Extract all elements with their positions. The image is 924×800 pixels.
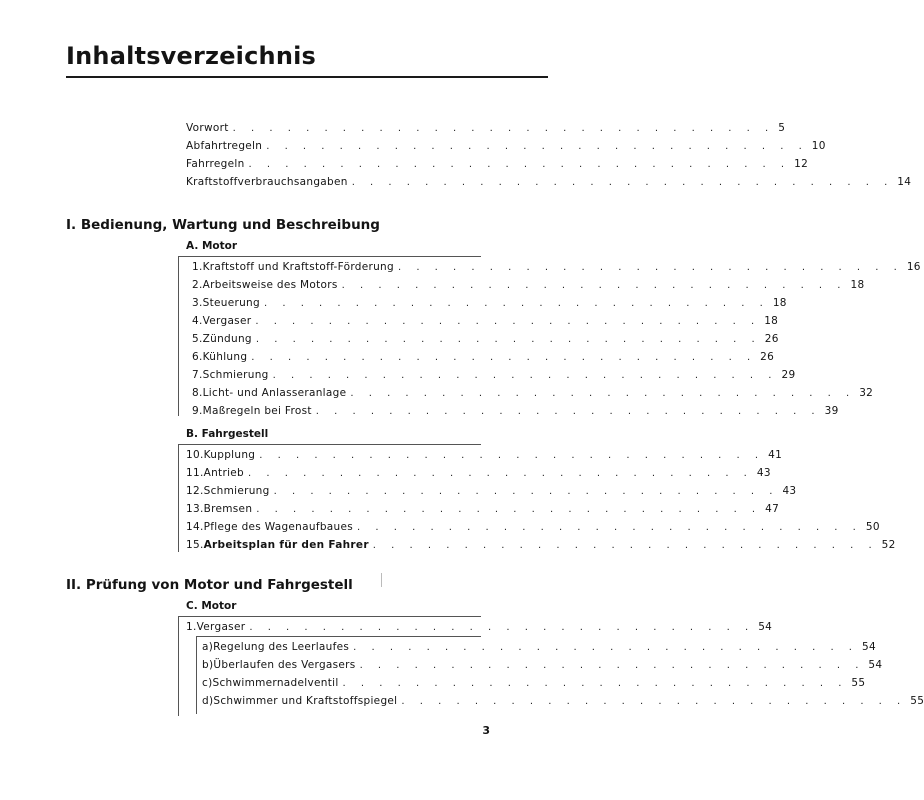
toc-entry-label: Schwimmernadelventil [212,677,339,689]
dot-leader: . . . . . . . . . . . . . . . . . . . . . . . . . . . . [401,696,907,707]
page-title: Inhaltsverzeichnis [66,42,317,70]
dot-leader: . . . . . . . . . . . . . . . . . . . . . . . . . . . . . . [232,123,775,134]
toc-entry-abfahrtregeln[interactable] [186,139,826,153]
toc-entry-page: 10 [811,140,826,152]
toc-entry-label: Vorwort [186,122,229,134]
toc-entry-page: 39 [824,405,839,417]
section-rule-vertical [178,616,179,716]
toc-entry-number: 7. [192,369,203,381]
dot-leader: . . . . . . . . . . . . . . . . . . . . . . . . . . . . [256,504,762,515]
toc-entry-label: Überlaufen des Vergasers [213,659,356,671]
toc-entry-number: 13. [186,503,204,515]
toc-entry-label: Kraftstoff und Kraftstoff-Förderung [202,261,394,273]
section-heading-2: II. Prüfung von Motor und Fahrgestell [66,577,353,593]
dot-leader: . . . . . . . . . . . . . . . . . . . . . . . . . . . . [255,316,761,327]
scan-mark [381,573,382,587]
toc-entry-motor-9[interactable] [192,404,839,418]
toc-entry-fahrgestell-13[interactable] [186,502,780,516]
toc-entry-label: Arbeitsweise des Motors [202,279,338,291]
toc-entry-number: b) [202,659,214,671]
dot-leader: . . . . . . . . . . . . . . . . . . . . . . . . . . . . [272,370,778,381]
dot-leader: . . . . . . . . . . . . . . . . . . . . . . . . . . . . [315,406,821,417]
toc-entry-motor-7[interactable] [192,368,796,382]
toc-subentry-a[interactable] [202,640,876,654]
subsection-heading-motor-a: A. Motor [186,240,238,252]
toc-entry-number: c) [202,677,213,689]
dot-leader: . . . . . . . . . . . . . . . . . . . . . . . . . . . . [353,642,858,653]
toc-entry-page: 14 [897,176,912,188]
section-rule-horizontal [178,444,481,445]
subsection-heading-motor-c: C. Motor [186,600,237,612]
toc-entry-number: 3. [192,297,203,309]
toc-entry-number: 11. [186,467,204,479]
dot-leader: . . . . . . . . . . . . . . . . . . . . . . . . . . . . [263,298,769,309]
toc-entry-page: 12 [794,158,809,170]
toc-entry-motor-3[interactable] [192,296,787,310]
toc-entry-page: 41 [768,449,783,461]
toc-entry-motor-2[interactable] [192,278,865,292]
toc-entry-fahrgestell-15[interactable] [186,538,896,552]
toc-entry-number: 5. [192,333,203,345]
toc-entry-page: 18 [764,315,779,327]
toc-entry-page: 52 [881,539,896,551]
dot-leader: . . . . . . . . . . . . . . . . . . . . . . . . . . . . [249,622,755,633]
toc-entry-number: a) [202,641,214,653]
toc-entry-label: Kraftstoffverbrauchsangaben [186,176,348,188]
toc-entry-label: Zündung [202,333,252,345]
dot-leader: . . . . . . . . . . . . . . . . . . . . . . . . . . . . . . [266,141,808,152]
dot-leader: . . . . . . . . . . . . . . . . . . . . . . . . . . . . [397,262,903,273]
toc-entry-label: Vergaser [196,621,246,633]
toc-entry-page: 5 [778,122,786,134]
toc-entry-number: 15. [186,539,204,551]
dot-leader: . . . . . . . . . . . . . . . . . . . . . . . . . . . . [255,334,761,345]
dot-leader: . . . . . . . . . . . . . . . . . . . . . . . . . . . . [251,352,757,363]
toc-entry-number: 2. [192,279,203,291]
toc-entry-page: 55 [851,677,866,689]
toc-entry-page: 18 [772,297,787,309]
dot-leader: . . . . . . . . . . . . . . . . . . . . . . . . . . . . [273,486,779,497]
toc-entry-page: 16 [906,261,921,273]
toc-entry-kraftstoffverbrauch[interactable] [186,175,912,189]
toc-entry-label: Vergaser [202,315,252,327]
toc-entry-fahrgestell-14[interactable] [186,520,880,534]
toc-entry-page: 26 [764,333,779,345]
toc-entry-label: Licht- und Anlasseranlage [202,387,347,399]
section-heading-1: I. Bedienung, Wartung und Beschreibung [66,217,380,233]
toc-entry-number: d) [202,695,214,707]
toc-entry-page: 47 [765,503,780,515]
subsection-rule-vertical [196,636,197,714]
toc-subentry-c[interactable] [202,676,866,690]
dot-leader: . . . . . . . . . . . . . . . . . . . . . . . . . . . . . . [351,177,894,188]
section-rule-horizontal [178,616,481,617]
toc-entry-label: Pflege des Wagenaufbaues [203,521,354,533]
toc-entry-fahrgestell-11[interactable] [186,466,771,480]
toc-entry-label: Kupplung [203,449,256,461]
toc-entry-page: 43 [782,485,797,497]
toc-entry-motor-6[interactable] [192,350,775,364]
section-rule-horizontal [178,256,481,257]
toc-entry-page: 32 [859,387,874,399]
toc-entry-motor-8[interactable] [192,386,874,400]
toc-entry-page: 26 [760,351,775,363]
toc-subentry-b[interactable] [202,658,883,672]
toc-entry-page: 29 [781,369,796,381]
toc-entry-number: 12. [186,485,204,497]
toc-entry-number: 1. [192,261,203,273]
toc-entry-page: 54 [862,641,876,653]
toc-entry-label: Arbeitsplan für den Fahrer [203,539,369,551]
toc-entry-number: 6. [192,351,203,363]
toc-entry-number: 4. [192,315,203,327]
subsection-heading-fahrgestell: B. Fahrgestell [186,428,269,440]
toc-entry-label: Schmierung [202,369,269,381]
section-rule-vertical [178,444,179,552]
toc-entry-page: 54 [868,659,883,671]
toc-entry-label: Maßregeln bei Frost [202,405,312,417]
toc-entry-label: Regelung des Leerlaufes [213,641,350,653]
toc-entry-label: Schwimmer und Kraftstoffspiegel [213,695,398,707]
toc-entry-number: 14. [186,521,204,533]
dot-leader: . . . . . . . . . . . . . . . . . . . . . . . . . . . . [359,660,865,671]
toc-subentry-d[interactable] [202,694,924,708]
dot-leader: . . . . . . . . . . . . . . . . . . . . . . . . . . . . [342,678,848,689]
toc-entry-fahrgestell-10[interactable] [186,448,783,462]
toc-entry-label: Kühlung [202,351,248,363]
dot-leader: . . . . . . . . . . . . . . . . . . . . . . . . . . . . . . [248,159,791,170]
toc-entry-vergaser-c1[interactable] [186,620,773,634]
toc-entry-label: Abfahrtregeln [186,140,263,152]
toc-entry-number: 10. [186,449,204,461]
toc-entry-motor-1[interactable] [192,260,921,274]
dot-leader: . . . . . . . . . . . . . . . . . . . . . . . . . . . . [357,522,862,533]
toc-entry-fahrgestell-12[interactable] [186,484,797,498]
dot-leader: . . . . . . . . . . . . . . . . . . . . . . . . . . . . [341,280,847,291]
toc-entry-motor-4[interactable] [192,314,779,328]
toc-entry-fahrregeln[interactable] [186,157,809,171]
dot-leader: . . . . . . . . . . . . . . . . . . . . . . . . . . . . [259,450,765,461]
title-rule [66,76,548,78]
toc-entry-label: Schmierung [203,485,270,497]
toc-entry-label: Fahrregeln [186,158,245,170]
dot-leader: . . . . . . . . . . . . . . . . . . . . . . . . . . . . [372,540,878,551]
toc-entry-page: 54 [758,621,773,633]
toc-entry-page: 50 [865,521,880,533]
toc-entry-number: 9. [192,405,203,417]
dot-leader: . . . . . . . . . . . . . . . . . . . . . . . . . . . . [350,388,856,399]
subsection-rule-horizontal [196,636,481,637]
toc-entry-page: 43 [756,467,771,479]
dot-leader: . . . . . . . . . . . . . . . . . . . . . . . . . . . . [248,468,753,479]
toc-entry-label: Antrieb [203,467,245,479]
toc-entry-number: 8. [192,387,203,399]
toc-entry-vorwort[interactable] [186,121,786,135]
toc-entry-number: 1. [186,621,197,633]
section-rule-vertical [178,256,179,416]
toc-entry-label: Bremsen [203,503,253,515]
toc-entry-page: 18 [850,279,865,291]
page-number: 3 [482,724,490,737]
toc-entry-page: 55 [910,695,924,707]
toc-entry-label: Steuerung [202,297,260,309]
toc-entry-motor-5[interactable] [192,332,779,346]
